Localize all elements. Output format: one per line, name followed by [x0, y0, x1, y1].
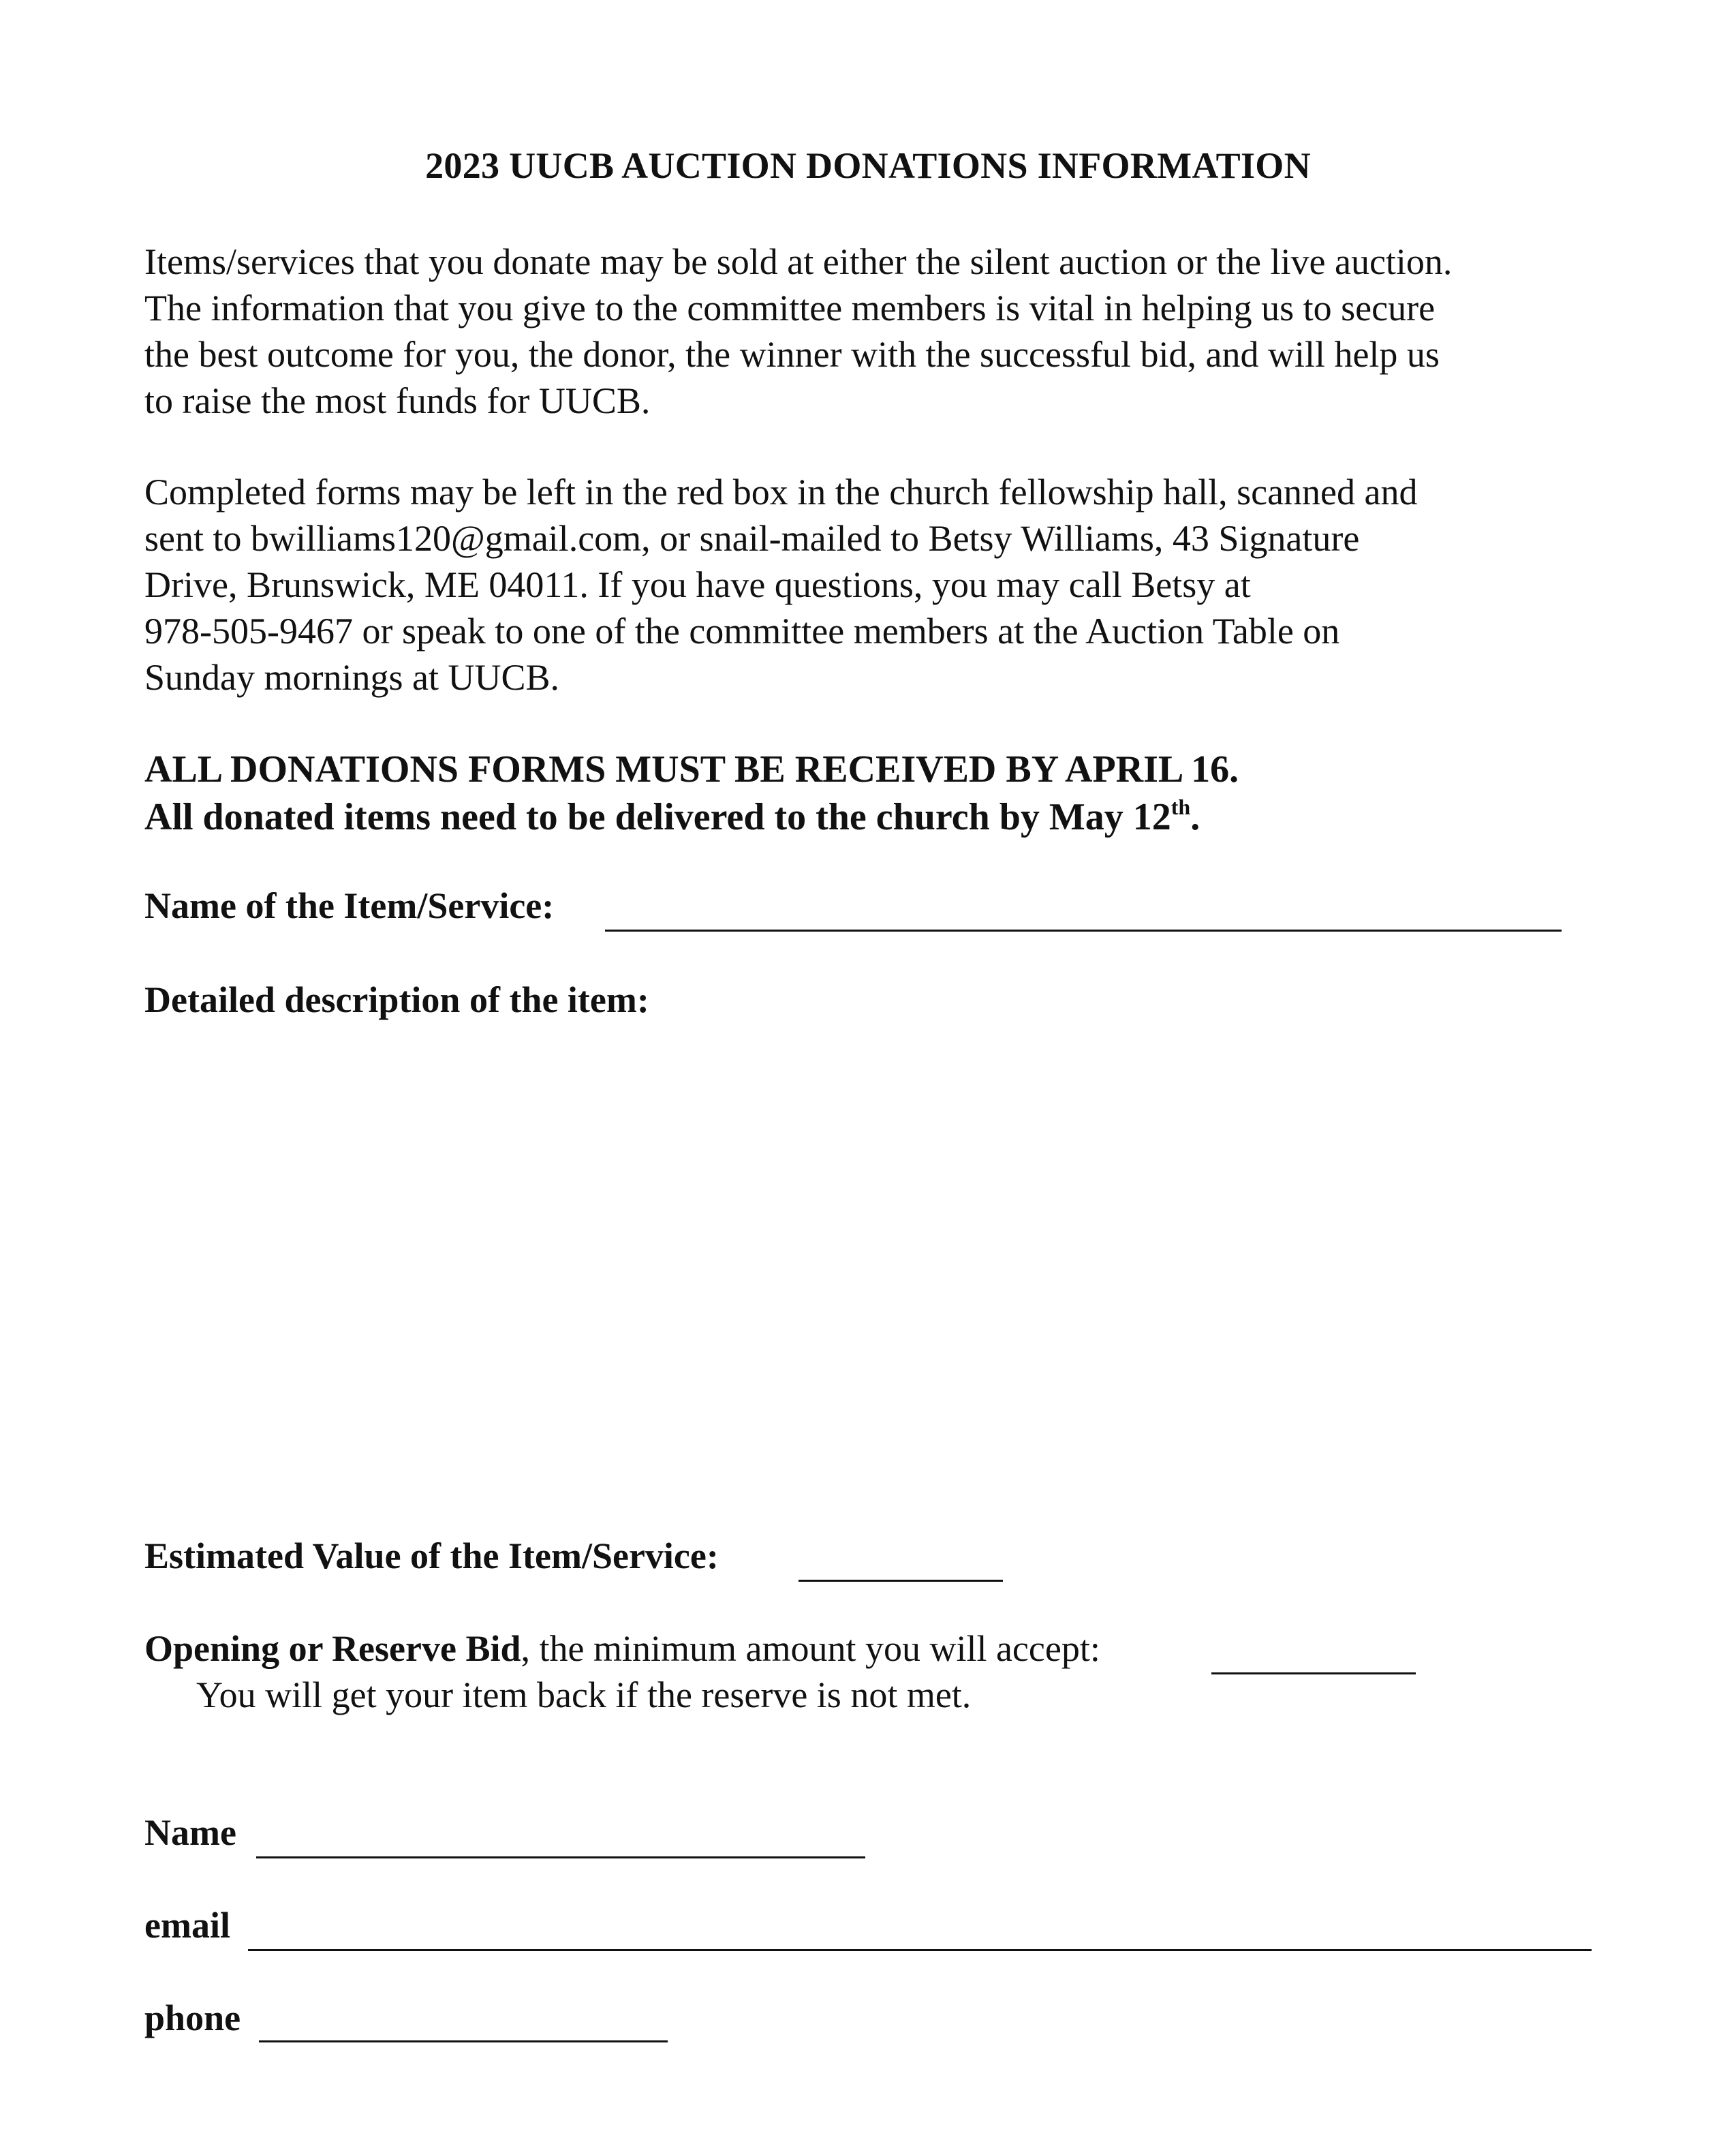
instructions-paragraph	[144, 469, 1417, 701]
reserve-bid-field[interactable]	[1211, 1672, 1416, 1674]
intro-line: The information that you give to the committee members is vital in helping us to secure	[144, 288, 1436, 328]
instructions-line: 978-505-9467 or speak to one of the committee members at the Auction Table on	[144, 611, 1340, 652]
instructions-line: Drive, Brunswick, ME 04011. If you have questions, you may call Betsy at	[144, 564, 1251, 605]
deadline-notice	[144, 746, 1239, 841]
instructions-line: sent to bwilliams120@gmail.com, or snail-mailed to Betsy Williams, 43 Signature	[144, 518, 1360, 559]
intro-line: Items/services that you donate may be sold at either the silent auction or the live auction.	[144, 241, 1453, 282]
estimated-value-field[interactable]	[799, 1580, 1003, 1582]
donor-phone-label: phone	[144, 1997, 241, 2038]
page-title: 2023 UUCB AUCTION DONATIONS INFORMATION	[425, 145, 1311, 186]
intro-line: to raise the most funds for UUCB.	[144, 380, 651, 421]
items-deadline-text: All donated items need to be delivered to the church by May 12	[144, 796, 1171, 838]
items-deadline-period: .	[1190, 796, 1200, 838]
instructions-line: Completed forms may be left in the red box in the church fellowship hall, scanned and	[144, 472, 1418, 512]
donor-name-label: Name	[144, 1812, 236, 1853]
reserve-bid-label-bold: Opening or Reserve Bid	[144, 1628, 521, 1669]
donor-email-field[interactable]	[248, 1949, 1592, 1951]
forms-deadline: ALL DONATIONS FORMS MUST BE RECEIVED BY APRIL 16.	[144, 748, 1239, 791]
donor-email-label: email	[144, 1905, 230, 1946]
description-label: Detailed description of the item:	[144, 979, 649, 1020]
items-deadline-ordinal: th	[1171, 795, 1191, 819]
items-deadline	[144, 793, 1239, 841]
intro-line: the best outcome for you, the donor, the winner with the successful bid, and will help us	[144, 334, 1440, 375]
item-name-label: Name of the Item/Service:	[144, 885, 555, 926]
donor-phone-field[interactable]	[259, 2040, 668, 2042]
instructions-line: Sunday mornings at UUCB.	[144, 657, 560, 698]
description-area[interactable]	[144, 1036, 1589, 1513]
donor-name-field[interactable]	[256, 1856, 865, 1858]
reserve-bid-note: You will get your item back if the reserve is not met.	[196, 1674, 972, 1715]
reserve-bid-label-rest: , the minimum amount you will accept:	[521, 1628, 1100, 1669]
estimated-value-label: Estimated Value of the Item/Service:	[144, 1535, 719, 1576]
intro-paragraph	[144, 239, 1452, 424]
reserve-bid-label	[144, 1627, 1100, 1670]
item-name-field[interactable]	[605, 930, 1562, 932]
